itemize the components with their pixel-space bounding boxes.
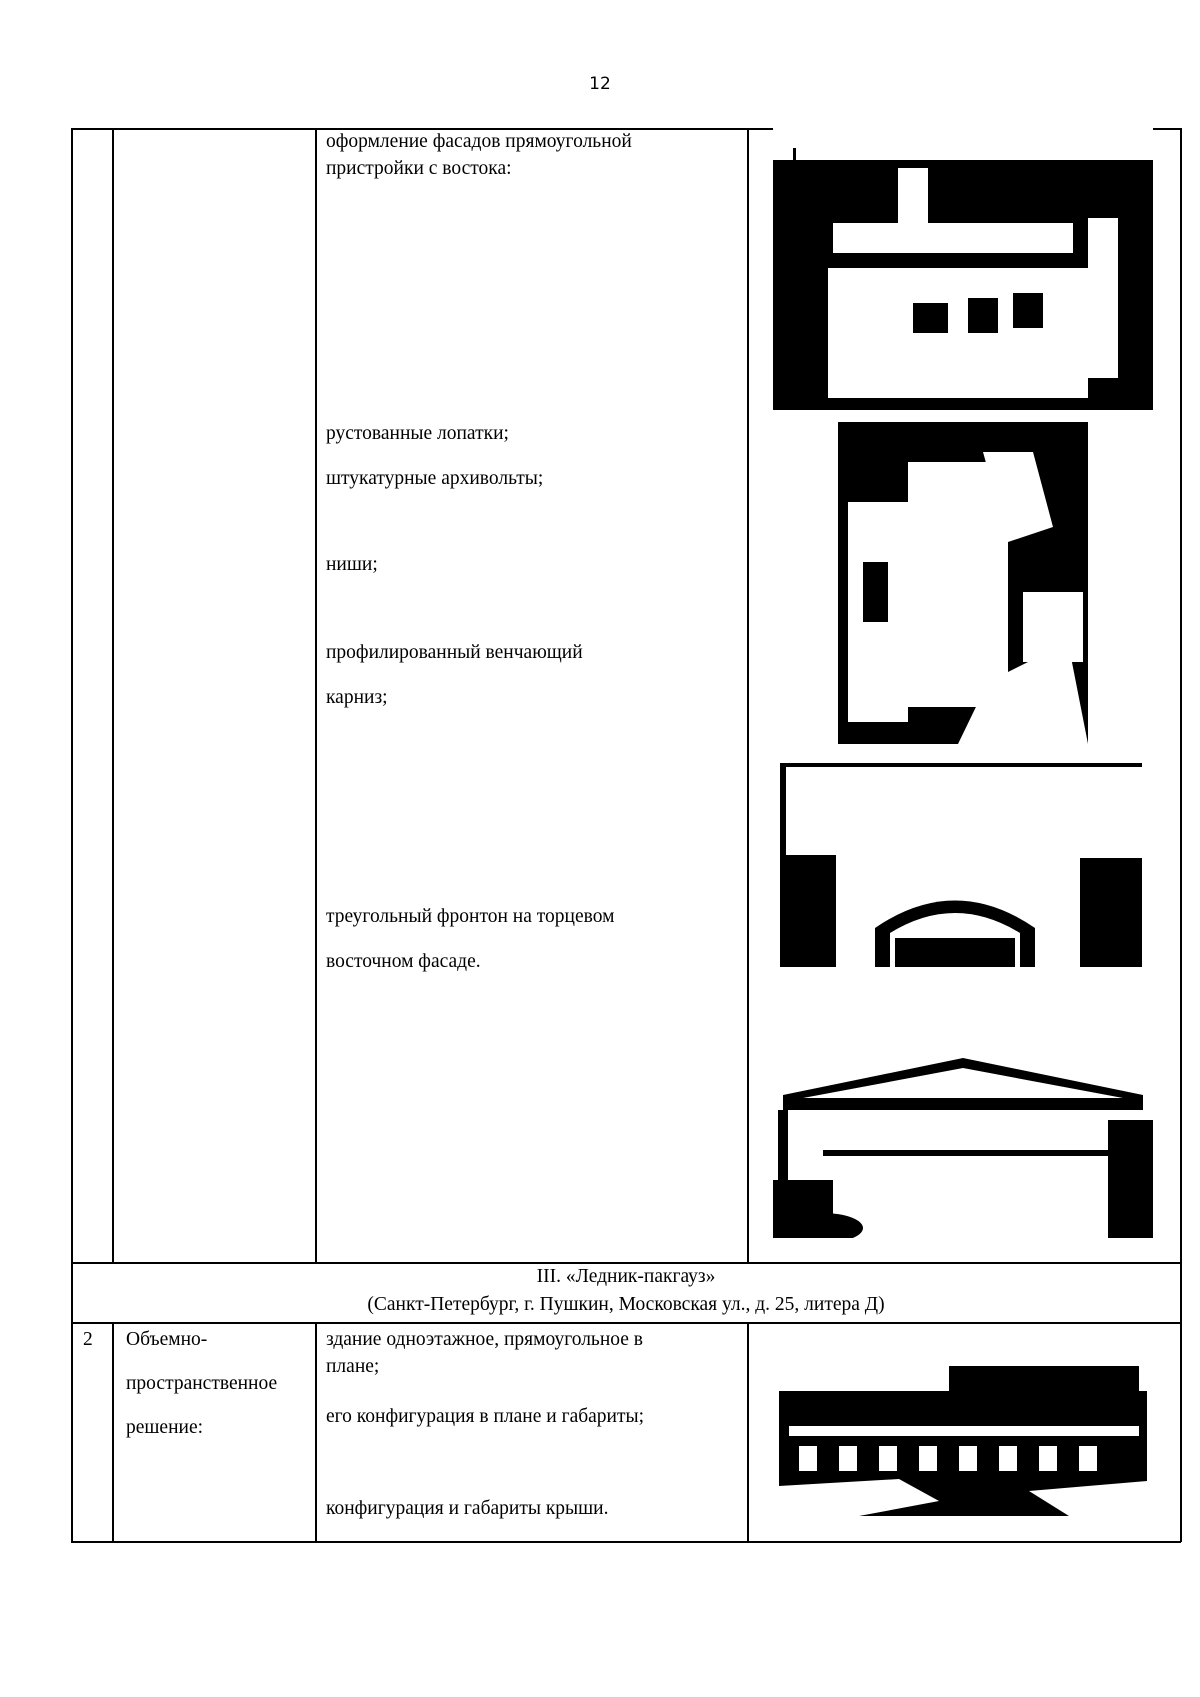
category-line-3: решение: <box>126 1417 204 1438</box>
description-line-1: здание одноэтажное, прямоугольное в <box>326 1329 643 1350</box>
column-divider-3b <box>747 1322 749 1542</box>
column-divider-2 <box>315 128 317 1263</box>
element-cornice-cont: карниз; <box>326 687 388 708</box>
column-divider-1 <box>112 128 114 1263</box>
description-line-3: его конфигурация в плане и габариты; <box>326 1406 645 1427</box>
element-facade-title-cont: пристройки с востока: <box>326 158 512 179</box>
element-rusticated-pilasters: рустованные лопатки; <box>326 423 509 444</box>
photo-arched-window <box>780 763 1142 967</box>
row-number: 2 <box>83 1329 93 1350</box>
element-pediment: треугольный фронтон на торцевом <box>326 906 615 927</box>
description-line-2: плане; <box>326 1356 380 1377</box>
table-left-border <box>71 128 73 1542</box>
column-divider-3 <box>747 128 749 1263</box>
category-line-2: пространственное <box>126 1373 278 1394</box>
table-right-border <box>1180 128 1182 1542</box>
object-title: III. «Ледник-пакгауз» <box>536 1266 716 1287</box>
section-divider-bottom <box>71 1322 1181 1324</box>
element-archivolts: штукатурные архивольты; <box>326 468 544 489</box>
element-facade-title: оформление фасадов прямоугольной <box>326 131 632 152</box>
element-pediment-cont: восточном фасаде. <box>326 951 481 972</box>
photo-east-annex <box>773 128 1153 410</box>
column-divider-2b <box>315 1322 317 1542</box>
photo-triangular-pediment <box>773 1050 1153 1238</box>
section-divider-top <box>71 1262 1181 1264</box>
element-niches: ниши; <box>326 554 378 575</box>
category-line-1: Объемно- <box>126 1329 208 1350</box>
element-cornice: профилированный венчающий <box>326 642 583 663</box>
table-bottom-border <box>71 1541 1181 1543</box>
photo-warehouse-overview <box>779 1361 1147 1516</box>
page-number: 12 <box>589 74 611 94</box>
description-line-4: конфигурация и габариты крыши. <box>326 1498 609 1519</box>
photo-corner-pilasters <box>838 422 1088 744</box>
object-address: (Санкт-Петербург, г. Пушкин, Московская ул., д. 25, литера Д) <box>367 1294 885 1315</box>
column-divider-1b <box>112 1322 114 1542</box>
